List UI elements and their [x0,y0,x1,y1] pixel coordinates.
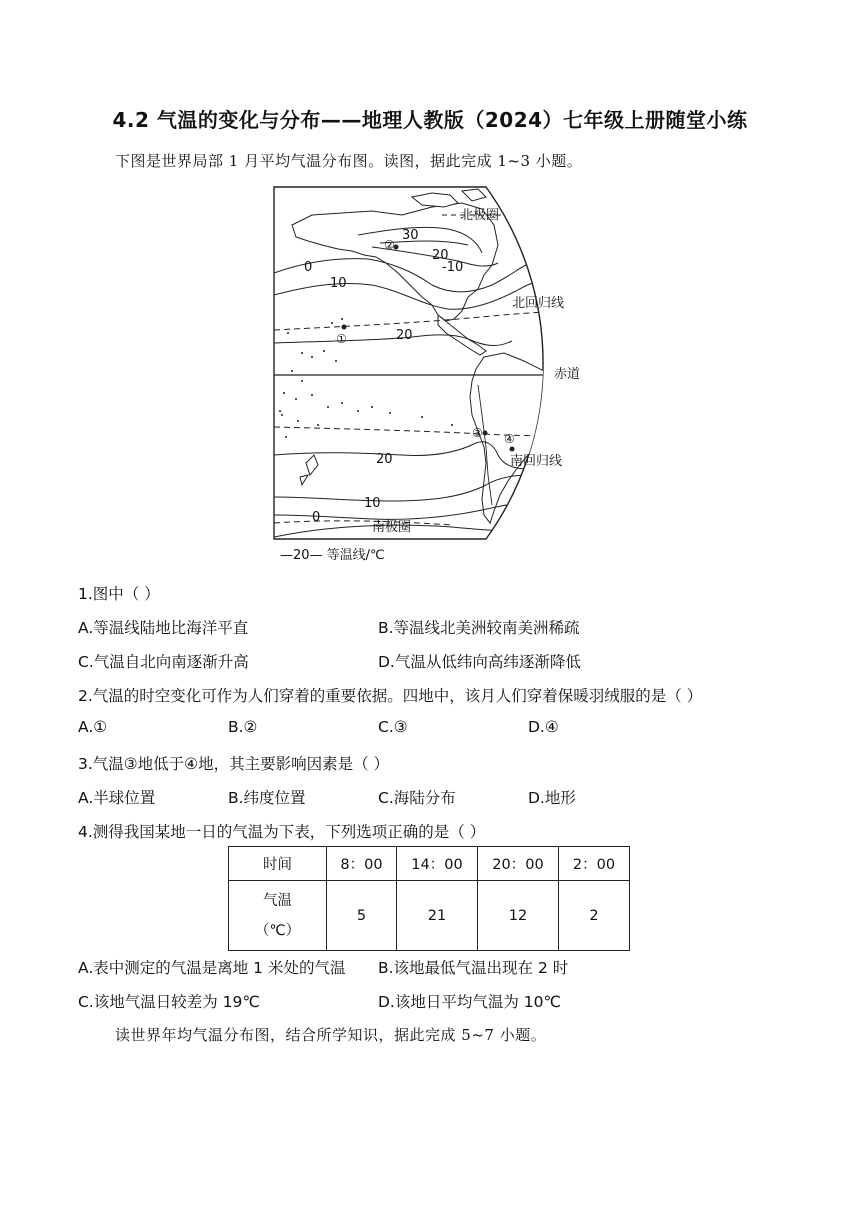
q1-option-d[interactable]: D.气温从低纬向高纬逐渐降低 [378,653,581,671]
question-4-stem: 4.测得我国某地一日的气温为下表，下列选项正确的是（ ） [78,823,486,841]
label-arctic-circle: 北极圈 [460,208,500,223]
q3-option-c[interactable]: C.海陆分布 [378,789,456,807]
table-value-1: 5 [327,881,397,951]
table-value-4: 2 [559,881,630,951]
point-4-label: ④ [504,432,515,446]
intro-text-2: 读世界年均气温分布图，结合所学知识，据此完成 5~7 小题。 [115,1026,547,1044]
q2-option-b[interactable]: B.② [228,718,258,736]
q4-option-a[interactable]: A.表中测定的气温是离地 1 米处的气温 [78,959,346,977]
q3-option-a[interactable]: A.半球位置 [78,789,156,807]
iso-label-minus10: -10 [442,260,464,275]
iso-label-10-n: 10 [330,276,347,291]
q2-option-c[interactable]: C.③ [378,718,408,736]
iso-label-10-s: 10 [364,496,381,511]
question-2-stem: 2.气温的时空变化可作为人们穿着的重要依据。四地中，该月人们穿着保暖羽绒服的是（ ） [78,687,703,705]
label-equator: 赤道 [554,367,581,382]
point-2-label: ② [384,238,395,252]
point-4-dot [510,447,515,452]
map-legend: —20— 等温线/℃ [280,548,385,563]
question-3-stem: 3.气温③地低于④地，其主要影响因素是（ ） [78,755,390,773]
iso-label-20-n: 20 [432,248,449,263]
iso-label-0-n: 0 [304,260,313,275]
point-1-dot [342,325,347,330]
q2-option-a[interactable]: A.① [78,718,108,736]
table-value-2: 21 [397,881,478,951]
temperature-table [228,846,630,951]
table-row-label-line2: （℃） [254,922,301,939]
iso-label-0-s: 0 [312,510,321,525]
iso-label-20-s: 20 [376,452,393,467]
q4-option-b[interactable]: B.该地最低气温出现在 2 时 [378,959,569,977]
table-header-label: 时间 [229,847,327,881]
table-time-3: 20：00 [478,847,559,881]
label-tropic-cancer: 北回归线 [512,296,565,311]
point-3-label: ③ [472,426,483,440]
table-time-1: 8：00 [327,847,397,881]
page-title: 4.2 气温的变化与分布——地理人教版（2024）七年级上册随堂小练 [112,108,748,132]
isotherm-map [272,185,584,565]
table-row-label-line1: 气温 [263,892,292,909]
q4-option-d[interactable]: D.该地日平均气温为 10℃ [378,993,561,1011]
iso-label-20-trop: 20 [396,328,413,343]
label-antarctic-circle: 南极圈 [372,520,412,535]
q2-option-d[interactable]: D.④ [528,718,559,736]
point-1-label: ① [336,332,347,346]
table-time-2: 14：00 [397,847,478,881]
q1-option-c[interactable]: C.气温自北向南逐渐升高 [78,653,249,671]
table-row-label [229,881,327,951]
iso-label-30: 30 [402,228,419,243]
point-3-dot [483,431,488,436]
table-time-4: 2：00 [559,847,630,881]
table-value-3: 12 [478,881,559,951]
q1-option-a[interactable]: A.等温线陆地比海洋平直 [78,619,249,637]
q3-option-d[interactable]: D.地形 [528,789,576,807]
q3-option-b[interactable]: B.纬度位置 [228,789,306,807]
intro-text-1: 下图是世界局部 1 月平均气温分布图。读图，据此完成 1~3 小题。 [115,152,583,170]
question-1-stem: 1.图中（ ） [78,585,160,603]
q4-option-c[interactable]: C.该地气温日较差为 19℃ [78,993,260,1011]
label-tropic-capricorn: 南回归线 [510,454,563,469]
q1-option-b[interactable]: B.等温线北美洲较南美洲稀疏 [378,619,580,637]
